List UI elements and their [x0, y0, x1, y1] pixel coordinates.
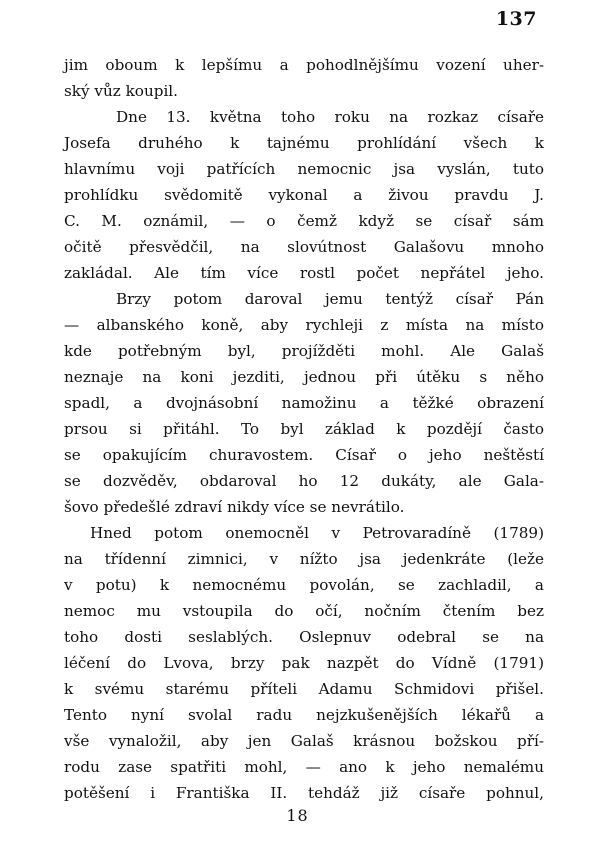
text-line: na třídenní zimnici, v nížto jsa jedenkráte (leže: [64, 550, 544, 568]
text-line: kde potřebným byl, projížděti mohl. Ale Galaš: [64, 342, 544, 360]
text-line: Brzy potom daroval jemu tentýž císař Pán: [116, 290, 544, 308]
text-line: rodu zase spatřiti mohl, — ano k jeho nemalému: [64, 758, 544, 776]
text-line: prsou si přitáhl. To byl základ k pozdějí často: [64, 420, 544, 438]
text-line: vše vynaložil, aby jen Galaš krásnou božskou pří-: [64, 732, 544, 750]
text-line: C. M. oznámil, — o čemž když se císař sám: [64, 212, 544, 230]
text-line: šovo předešlé zdraví nikdy více se nevrátilo.: [64, 498, 405, 516]
signature-mark: 18: [286, 806, 309, 825]
text-line: Hned potom onemocněl v Petrovaradíně (1789): [90, 524, 544, 542]
text-line: jim oboum k lepšímu a pohodlnějšímu vození uher-: [64, 56, 544, 74]
text-line: očitě přesvědčil, na slovútnost Galašovu mnoho: [64, 238, 544, 256]
text-block: [64, 52, 544, 806]
text-line: ský vůz koupil.: [64, 82, 178, 100]
text-line: se opakujícím churavostem. Císař o jeho neštěstí: [64, 446, 544, 464]
page-number: 137: [495, 8, 537, 30]
text-line: Dne 13. května toho roku na rozkaz císaře: [116, 108, 544, 126]
text-line: hlavnímu voji patřících nemocnic jsa vyslán, tuto: [64, 160, 544, 178]
text-line: neznaje na koni jezditi, jednou při útěku s něho: [64, 368, 544, 386]
text-line: Josefa druhého k tajnému prohlídání všech k: [64, 134, 544, 152]
text-line: toho dosti seslablých. Oslepnuv odebral se na: [64, 628, 544, 646]
text-line: spadl, a dvojnásobní namožinu a těžké obrazení: [64, 394, 544, 412]
text-line: v potu) k nemocnému povolán, se zachladil, a: [64, 576, 544, 594]
text-line: prohlídku svědomitě vykonal a živou pravdu J.: [64, 186, 544, 204]
text-line: nemoc mu vstoupila do očí, nočním čtením bez: [64, 602, 544, 620]
text-line: Tento nyní svolal radu nejzkušenějších lékařů a: [64, 706, 544, 724]
text-line: k svému starému příteli Adamu Schmidovi přišel.: [64, 680, 544, 698]
text-line: zakládal. Ale tím více rostl počet nepřátel jeho.: [64, 264, 544, 282]
text-line: — albanského koně, aby rychleji z místa na místo: [64, 316, 544, 334]
text-line: potěšení i Františka II. tehdáž již císaře pohnul,: [64, 784, 544, 802]
text-line: se dozvěděv, obdaroval ho 12 dukáty, ale Gala-: [64, 472, 544, 490]
text-line: léčení do Lvova, brzy pak nazpět do Vídně (1791): [64, 654, 544, 672]
